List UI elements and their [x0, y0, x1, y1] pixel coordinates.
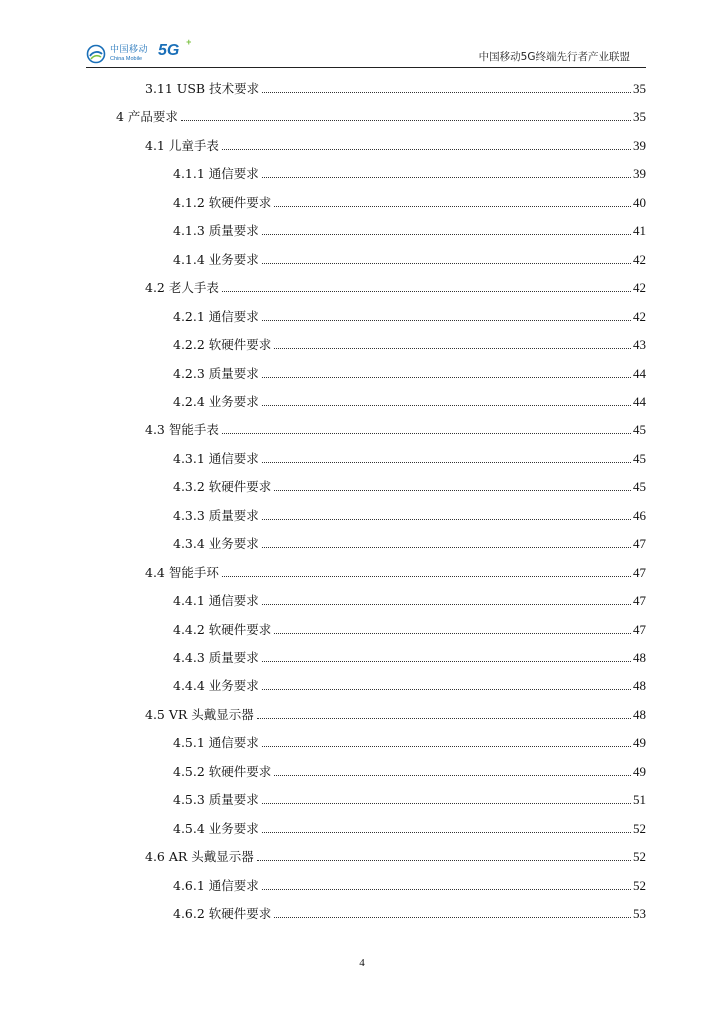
- toc-entry-page: 53: [633, 906, 646, 922]
- toc-entry[interactable]: [173, 648, 646, 668]
- toc-entry-page: 45: [633, 450, 646, 466]
- toc-entry[interactable]: [145, 420, 646, 440]
- logo-5g: [158, 37, 192, 60]
- toc-dot-leader: [274, 620, 631, 634]
- toc-entry-title: 4.3.2 软硬件要求: [173, 479, 272, 495]
- toc-entry[interactable]: [145, 705, 646, 725]
- toc-entry[interactable]: [145, 847, 646, 867]
- toc-entry-page: 39: [633, 166, 646, 182]
- toc-dot-leader: [262, 392, 631, 406]
- toc-entry-page: 48: [633, 678, 646, 694]
- toc-dot-leader: [262, 79, 631, 93]
- toc-entry-page: 35: [633, 109, 646, 125]
- toc-dot-leader: [274, 904, 631, 918]
- toc-dot-leader: [262, 648, 631, 662]
- toc-entry-page: 47: [633, 621, 646, 637]
- toc-entry-page: 40: [633, 194, 646, 210]
- toc-entry-title: 4.6.2 软硬件要求: [173, 906, 272, 922]
- toc-entry-page: 41: [633, 223, 646, 239]
- header-title: 中国移动5G终端先行者产业联盟: [478, 51, 630, 63]
- toc-dot-leader: [181, 107, 631, 121]
- toc-entry-page: 45: [633, 479, 646, 495]
- header-divider: [86, 67, 646, 68]
- toc-dot-leader: [274, 477, 631, 491]
- toc-entry-page: 46: [633, 507, 646, 523]
- toc-entry-page: 52: [633, 820, 646, 836]
- toc-entry[interactable]: [173, 676, 646, 696]
- toc-entry-title: 4.1.4 业务要求: [173, 251, 259, 267]
- toc-entry-page: 44: [633, 393, 646, 409]
- china-mobile-logo: [86, 37, 192, 68]
- toc-dot-leader: [257, 847, 631, 861]
- toc-entry-page: 42: [633, 251, 646, 267]
- logo-chinese-name: 中国移动: [110, 44, 149, 55]
- toc-entry-page: 42: [633, 280, 646, 296]
- toc-entry[interactable]: [173, 477, 646, 497]
- toc-entry-title: 4.3.1 通信要求: [173, 450, 259, 466]
- toc-dot-leader: [222, 136, 631, 150]
- toc-entry-page: 47: [633, 593, 646, 609]
- toc-entry-title: 4.1.2 软硬件要求: [173, 194, 272, 210]
- toc-dot-leader: [274, 335, 631, 349]
- toc-entry[interactable]: [173, 193, 646, 213]
- toc-entry[interactable]: [173, 790, 646, 810]
- toc-dot-leader: [222, 563, 631, 577]
- toc-entry-title: 4.4.4 业务要求: [173, 678, 259, 694]
- toc-dot-leader: [262, 876, 631, 890]
- toc-entry-page: 47: [633, 536, 646, 552]
- china-mobile-logo-icon: [86, 44, 106, 64]
- toc-entry[interactable]: [173, 449, 646, 469]
- toc-dot-leader: [262, 364, 631, 378]
- toc-entry-title: 4.2 老人手表: [145, 280, 219, 296]
- toc-dot-leader: [262, 449, 631, 463]
- toc-dot-leader: [262, 307, 631, 321]
- toc-entry-title: 4 产品要求: [116, 109, 178, 125]
- toc-entry[interactable]: [173, 620, 646, 640]
- toc-dot-leader: [262, 591, 631, 605]
- toc-entry-title: 4.2.3 质量要求: [173, 365, 259, 381]
- toc-entry[interactable]: [145, 563, 646, 583]
- toc-dot-leader: [262, 676, 631, 690]
- toc-entry[interactable]: [173, 392, 646, 412]
- toc-entry-title: 4.6 AR 头戴显示器: [145, 849, 254, 865]
- toc-entry[interactable]: [173, 506, 646, 526]
- toc-dot-leader: [222, 420, 631, 434]
- toc-entry-title: 4.4 智能手环: [145, 564, 219, 580]
- toc-entry-title: 4.5.3 质量要求: [173, 792, 259, 808]
- toc-entry-title: 4.2.1 通信要求: [173, 308, 259, 324]
- toc-dot-leader: [262, 250, 631, 264]
- toc-entry[interactable]: [173, 307, 646, 327]
- toc-entry[interactable]: [173, 534, 646, 554]
- toc-entry-title: 4.6.1 通信要求: [173, 877, 259, 893]
- toc-entry[interactable]: [173, 876, 646, 896]
- toc-entry-title: 4.1 儿童手表: [145, 137, 219, 153]
- toc-dot-leader: [222, 278, 631, 292]
- toc-dot-leader: [274, 193, 631, 207]
- toc-entry[interactable]: [173, 762, 646, 782]
- toc-entry[interactable]: [173, 364, 646, 384]
- toc-entry-page: 49: [633, 735, 646, 751]
- toc-entry[interactable]: [173, 733, 646, 753]
- toc-entry-title: 4.4.2 软硬件要求: [173, 621, 272, 637]
- toc-dot-leader: [262, 506, 631, 520]
- toc-entry[interactable]: [173, 819, 646, 839]
- logo-english-name: China Mobile: [110, 55, 143, 62]
- toc-entry-title: 4.3 智能手表: [145, 422, 219, 438]
- toc-entry-page: 39: [633, 137, 646, 153]
- toc-entry-page: 51: [633, 792, 646, 808]
- toc-dot-leader: [262, 733, 631, 747]
- toc-entry[interactable]: [145, 136, 646, 156]
- toc-entry-title: 4.2.2 软硬件要求: [173, 337, 272, 353]
- toc-entry-title: 4.5 VR 头戴显示器: [145, 706, 254, 722]
- toc-entry[interactable]: [145, 278, 646, 298]
- toc-entry-page: 44: [633, 365, 646, 381]
- toc-dot-leader: [262, 790, 631, 804]
- toc-dot-leader: [262, 819, 631, 833]
- toc-entry-page: 45: [633, 422, 646, 438]
- toc-entry[interactable]: [116, 107, 646, 127]
- toc-entry[interactable]: [173, 591, 646, 611]
- toc-entry[interactable]: [173, 164, 646, 184]
- toc-entry-page: 43: [633, 337, 646, 353]
- toc-entry[interactable]: [173, 250, 646, 270]
- toc-entry[interactable]: [173, 904, 646, 924]
- toc-entry[interactable]: [173, 335, 646, 355]
- toc-entry-page: 35: [633, 81, 646, 96]
- toc-entry-title: 4.5.2 软硬件要求: [173, 763, 272, 779]
- toc-entry-page: 48: [633, 650, 646, 665]
- toc-entry-title: 4.1.1 通信要求: [173, 166, 259, 182]
- toc-dot-leader: [274, 762, 631, 776]
- logo-plus-sign: +: [186, 37, 192, 47]
- toc-entry-title: 4.1.3 质量要求: [173, 223, 259, 239]
- toc-dot-leader: [262, 164, 631, 178]
- toc-entry[interactable]: [145, 79, 646, 99]
- toc-entry-title: 4.3.3 质量要求: [173, 507, 259, 523]
- toc-entry-title: 4.2.4 业务要求: [173, 393, 259, 409]
- toc-entry-page: 48: [633, 706, 646, 722]
- page-number: 4: [359, 957, 365, 969]
- toc-entry-page: 52: [633, 849, 646, 865]
- toc-entry-title: 4.3.4 业务要求: [173, 536, 259, 552]
- toc-entry-title: 4.4.3 质量要求: [173, 650, 259, 665]
- toc-entry-page: 49: [633, 763, 646, 779]
- toc-entry-title: 4.5.1 通信要求: [173, 735, 259, 751]
- toc-entry-title: 3.11 USB 技术要求: [145, 81, 260, 96]
- toc-entry-page: 52: [633, 877, 646, 893]
- toc-entry-title: 4.4.1 通信要求: [173, 593, 259, 609]
- toc-dot-leader: [262, 221, 631, 235]
- toc-dot-leader: [262, 534, 631, 548]
- toc-entry[interactable]: [173, 221, 646, 241]
- toc-dot-leader: [257, 705, 631, 719]
- page-header: [86, 34, 646, 68]
- logo-5g-text: 5G: [158, 42, 180, 59]
- toc-entry-page: 47: [633, 564, 646, 580]
- toc-entry-title: 4.5.4 业务要求: [173, 820, 259, 836]
- toc-entry-page: 42: [633, 308, 646, 324]
